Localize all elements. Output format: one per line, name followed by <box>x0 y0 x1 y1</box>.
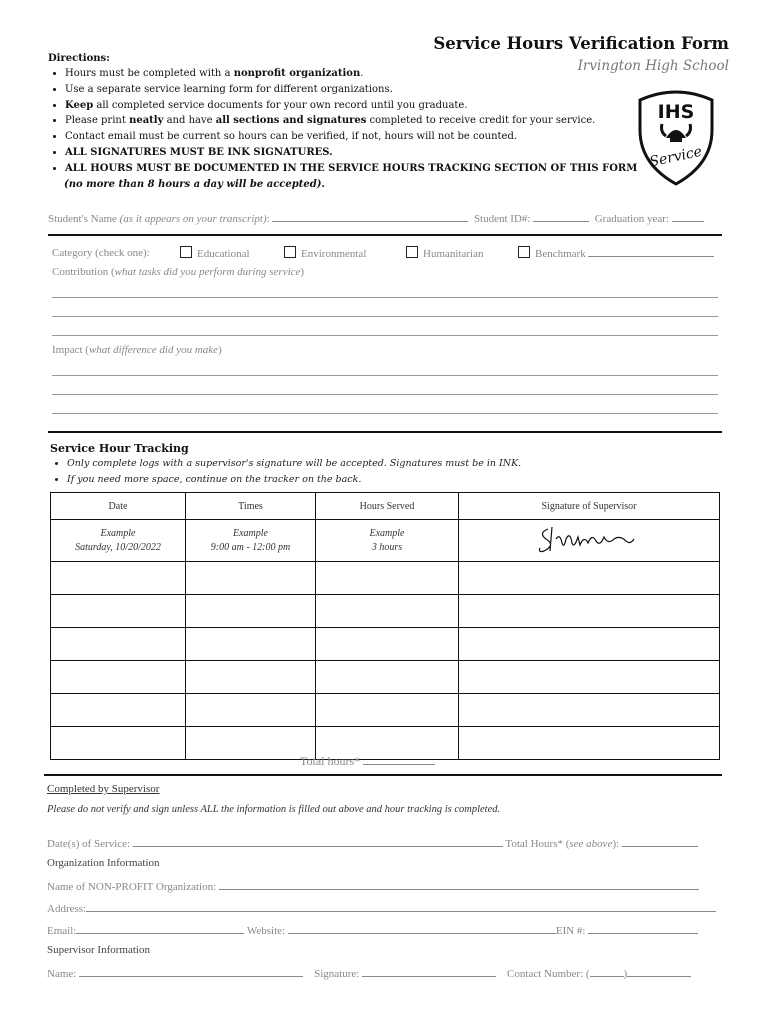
direction-item: • Hours must be completed with a nonprofit organization. <box>65 66 637 82</box>
supervisor-total-hours-field[interactable] <box>622 836 698 847</box>
table-row <box>51 562 720 595</box>
direction-item: • Contact email must be current so hours can be verified, if not, hours will not be counted. <box>65 129 637 145</box>
supervisor-info-heading: Supervisor Information <box>47 944 150 956</box>
website-field[interactable] <box>288 923 556 934</box>
area-code-field[interactable] <box>590 966 624 977</box>
school-name: Irvington High School <box>577 58 729 74</box>
category-option-educational[interactable]: Educational <box>180 246 250 260</box>
table-row <box>51 661 720 694</box>
column-header-date: Date <box>51 493 186 520</box>
example-date: Example Saturday, 10/20/2022 <box>51 520 186 562</box>
phone-number-field[interactable] <box>627 966 691 977</box>
column-header-hours: Hours Served <box>316 493 459 520</box>
table-row <box>51 628 720 661</box>
example-hours: Example 3 hours <box>316 520 459 562</box>
section-divider <box>48 431 722 433</box>
example-row <box>51 520 720 562</box>
tracking-title: Service Hour Tracking <box>50 442 189 455</box>
directions-heading: Directions: <box>48 53 110 64</box>
dates-of-service-line: Date(s) of Service: Total Hours* (see above): <box>47 836 698 850</box>
signature-scribble-icon <box>534 521 644 555</box>
example-times: Example 9:00 am - 12:00 pm <box>186 520 316 562</box>
logo-text: IHS <box>657 101 695 123</box>
category-option-environmental[interactable]: Environmental <box>284 246 366 260</box>
logo-script-text: Service <box>648 143 704 171</box>
form-title: Service Hours Verification Form <box>433 34 729 53</box>
organization-info-heading: Organization Information <box>47 857 160 869</box>
supervisor-contact-line: Name: Signature: Contact Number: ( ) <box>47 966 691 980</box>
supervisor-title: Completed by Supervisor <box>47 783 160 795</box>
column-header-times: Times <box>186 493 316 520</box>
category-option-benchmark[interactable]: Benchmark <box>518 246 714 260</box>
contribution-label: Contribution (what tasks did you perform during service) <box>52 266 305 278</box>
tracking-notes <box>50 456 521 488</box>
section-divider <box>44 774 722 776</box>
impact-line[interactable] <box>52 394 718 395</box>
benchmark-field[interactable] <box>588 246 714 257</box>
tracking-note: • Only complete logs with a supervisor's signature will be accepted. Signatures must be in INK. <box>67 456 521 472</box>
email-field[interactable] <box>76 923 244 934</box>
ein-field[interactable] <box>588 923 698 934</box>
impact-label: Impact (what difference did you make) <box>52 344 222 356</box>
checkbox[interactable] <box>406 246 418 258</box>
directions-note: (no more than 8 hours a day will be accepted). <box>64 178 325 190</box>
contribution-line[interactable] <box>52 335 718 336</box>
tracking-note: • If you need more space, continue on the tracker on the back. <box>67 472 521 488</box>
supervisor-signature-field[interactable] <box>362 966 496 977</box>
table-row <box>51 694 720 727</box>
direction-item: • ALL SIGNATURES MUST BE INK SIGNATURES. <box>65 145 637 161</box>
section-divider <box>48 234 722 236</box>
address-field[interactable] <box>86 901 716 912</box>
checkbox[interactable] <box>284 246 296 258</box>
direction-item: • Use a separate service learning form for different organizations. <box>65 82 637 98</box>
impact-line[interactable] <box>52 375 718 376</box>
org-name-field[interactable] <box>219 879 699 890</box>
direction-item: • Keep all completed service documents for your own record until you graduate. <box>65 98 637 114</box>
direction-item: • ALL HOURS MUST BE DOCUMENTED IN THE SERVICE HOURS TRACKING SECTION OF THIS FORM <box>65 161 637 177</box>
email-website-ein-line: Email: Website: EIN #: <box>47 923 698 937</box>
supervisor-note: Please do not verify and sign unless ALL the information is filled out above and hour tracking is completed. <box>47 804 501 815</box>
category-label: Category (check one): <box>52 247 150 259</box>
supervisor-name-field[interactable] <box>79 966 303 977</box>
org-name-line: Name of NON-PROFIT Organization: <box>47 879 699 893</box>
contribution-line[interactable] <box>52 316 718 317</box>
directions <box>48 53 637 193</box>
ihs-service-logo <box>632 86 720 188</box>
graduation-year-field[interactable] <box>672 211 704 222</box>
checkbox[interactable] <box>518 246 530 258</box>
category-option-humanitarian[interactable]: Humanitarian <box>406 246 483 260</box>
student-id-field[interactable] <box>533 211 589 222</box>
column-header-signature: Signature of Supervisor <box>459 493 720 520</box>
hours-tracking-table <box>50 492 720 760</box>
dates-of-service-field[interactable] <box>133 836 503 847</box>
checkbox[interactable] <box>180 246 192 258</box>
direction-item: • Please print neatly and have all sections and signatures completed to receive credit for your service. <box>65 113 637 129</box>
address-line: Address: <box>47 901 716 915</box>
total-hours-field[interactable] <box>363 754 435 765</box>
total-hours-line: Total hours* <box>300 754 435 769</box>
table-row <box>51 595 720 628</box>
example-signature <box>459 520 720 562</box>
student-name-field[interactable] <box>272 211 468 222</box>
impact-line[interactable] <box>52 413 718 414</box>
student-info-line: Student's Name (as it appears on your transcript): Student ID#: Graduation year: <box>48 211 704 225</box>
contribution-line[interactable] <box>52 297 718 298</box>
